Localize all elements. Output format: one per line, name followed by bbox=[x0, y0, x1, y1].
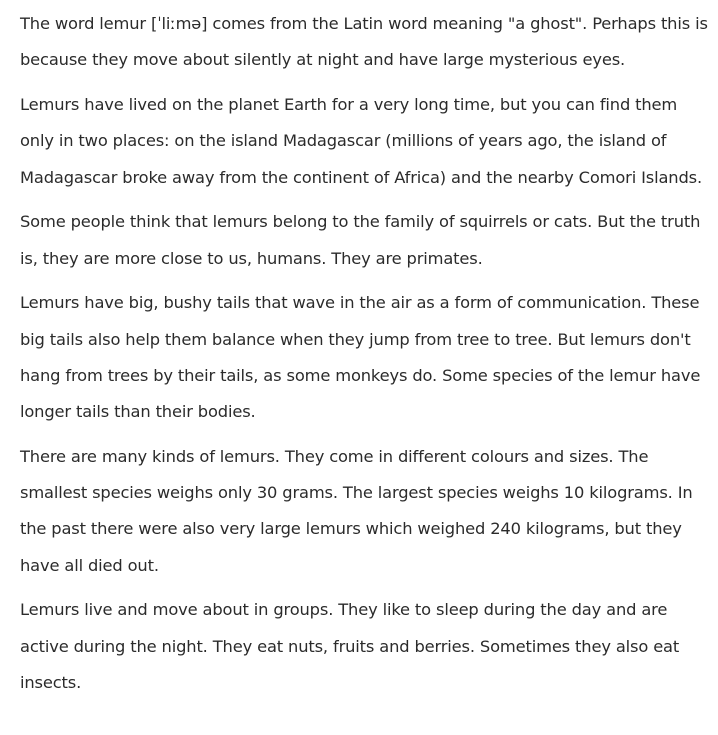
paragraph-etymology: The word lemur [ˈliːmə] comes from the Latin word meaning "a ghost". Perhaps this is because they move about silently at night and have large mysterious eyes. bbox=[20, 14, 708, 70]
paragraph-tails: Lemurs have big, bushy tails that wave in the air as a form of communication. These big tails also help them balance when they jump from tree to tree. But lemurs don't hang from trees by their tails, as some monkeys do. Some species of the lemur have longer tails than their bodies. bbox=[20, 293, 701, 422]
paragraph-classification: Some people think that lemurs belong to the family of squirrels or cats. But the truth is, they are more close to us, humans. They are primates. bbox=[20, 212, 701, 268]
lemur-article bbox=[20, 6, 710, 710]
paragraph-species-sizes: There are many kinds of lemurs. They come in different colours and sizes. The smallest species weighs only 30 grams. The largest species weighs 10 kilograms. In the past there were also very large lemurs which weighed 240 kilograms, but they have all died out. bbox=[20, 446, 693, 575]
paragraph-habitat: Lemurs have lived on the planet Earth for a very long time, but you can find them only in two places: on the island Madagascar (millions of years ago, the island of Madagascar broke away from the continent of Africa) and the nearby Comori Islands. bbox=[20, 95, 703, 187]
paragraph-behavior-diet: Lemurs live and move about in groups. They like to sleep during the day and are active during the night. They eat nuts, fruits and berries. Sometimes they also eat insects. bbox=[20, 600, 680, 692]
